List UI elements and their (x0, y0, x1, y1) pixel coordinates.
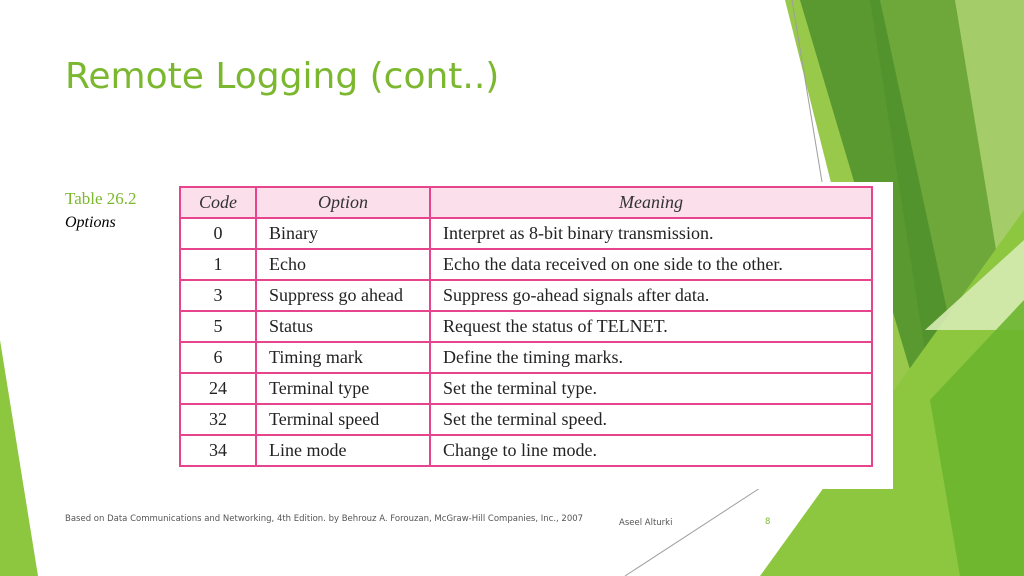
cell-code: 6 (180, 342, 256, 373)
table-header-row (180, 187, 872, 218)
cell-option: Echo (256, 249, 430, 280)
cell-meaning: Suppress go-ahead signals after data. (430, 280, 872, 311)
cell-meaning: Interpret as 8-bit binary transmission. (430, 218, 872, 249)
options-table-image (179, 182, 893, 489)
slide-title: Remote Logging (cont..) (65, 56, 500, 97)
table-row (180, 311, 872, 342)
table-row (180, 342, 872, 373)
cell-option: Status (256, 311, 430, 342)
header-option: Option (256, 187, 430, 218)
cell-option: Suppress go ahead (256, 280, 430, 311)
cell-meaning: Set the terminal speed. (430, 404, 872, 435)
cell-code: 3 (180, 280, 256, 311)
cell-option: Line mode (256, 435, 430, 466)
table-row (180, 249, 872, 280)
footer-source: Based on Data Communications and Networking, 4th Edition. by Behrouz A. Forouzan, McGraw-Hill Companies, Inc., 2007 (65, 514, 584, 524)
cell-code: 32 (180, 404, 256, 435)
slide-number: 8 (765, 517, 771, 527)
cell-meaning: Request the status of TELNET. (430, 311, 872, 342)
cell-option: Terminal speed (256, 404, 430, 435)
table-row (180, 280, 872, 311)
table-row (180, 373, 872, 404)
cell-meaning: Echo the data received on one side to the other. (430, 249, 872, 280)
table-caption (65, 187, 137, 235)
cell-code: 5 (180, 311, 256, 342)
header-meaning: Meaning (430, 187, 872, 218)
cell-code: 34 (180, 435, 256, 466)
cell-option: Timing mark (256, 342, 430, 373)
footer-author: Aseel Alturki (619, 518, 673, 528)
cell-option: Terminal type (256, 373, 430, 404)
table-row (180, 435, 872, 466)
table-caption-number: Table 26.2 (65, 189, 137, 208)
cell-meaning: Define the timing marks. (430, 342, 872, 373)
cell-meaning: Set the terminal type. (430, 373, 872, 404)
cell-code: 24 (180, 373, 256, 404)
cell-code: 1 (180, 249, 256, 280)
left-green-shard (0, 340, 38, 576)
bottom-thin-line (625, 488, 760, 576)
table-row (180, 218, 872, 249)
cell-code: 0 (180, 218, 256, 249)
cell-option: Binary (256, 218, 430, 249)
table-row (180, 404, 872, 435)
cell-meaning: Change to line mode. (430, 435, 872, 466)
options-table (179, 186, 873, 467)
table-caption-name: Options (65, 214, 116, 231)
header-code: Code (180, 187, 256, 218)
